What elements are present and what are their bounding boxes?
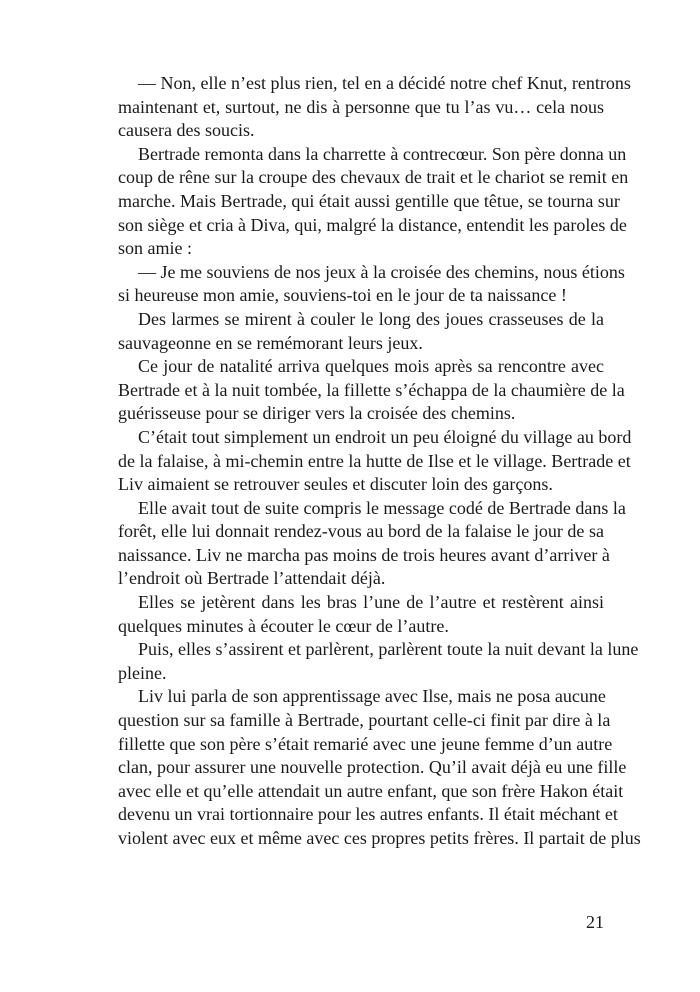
text-line: pleine. <box>118 662 167 683</box>
text-line: question sur sa famille à Bertrade, pourtant celle-ci finit par dire à la <box>118 710 611 731</box>
text-line: de la falaise, à mi-chemin entre la hutte de Ilse et le village. Bertrade et <box>118 450 631 471</box>
text-line: C’était tout simplement un endroit un peu éloigné du village au bord <box>138 426 632 447</box>
paragraph <box>118 261 625 308</box>
text-line: si heureuse mon amie, souviens-toi en le jour de ta naissance ! <box>118 285 567 306</box>
text-line: clan, pour assurer une nouvelle protection. Qu’il avait déjà eu une fille <box>118 757 627 778</box>
text-line: Elles se jetèrent dans les bras l’une de l’autre et restèrent ainsi <box>138 592 604 613</box>
text-line: Bertrade et à la nuit tombée, la fillette s’échappa de la chaumière de la <box>118 379 625 400</box>
text-line: coup de rêne sur la croupe des chevaux de trait et le chariot se remit en <box>118 167 629 188</box>
text-line: forêt, elle lui donnait rendez-vous au bord de la falaise le jour de sa <box>118 521 604 542</box>
text-line: Bertrade remonta dans la charrette à contrecœur. Son père donna un <box>138 143 627 164</box>
text-line: maintenant et, surtout, ne dis à personne que tu l’as vu… cela nous <box>118 96 604 117</box>
text-line: marche. Mais Bertrade, qui était aussi gentille que têtue, se tourna sur <box>118 190 620 211</box>
text-line: Elle avait tout de suite compris le message codé de Bertrade dans la <box>138 497 626 518</box>
paragraph <box>118 497 626 591</box>
text-line: son siège et cria à Diva, qui, malgré la distance, entendit les paroles de <box>118 214 627 235</box>
text-line: sauvageonne en se remémorant leurs jeux. <box>118 332 423 353</box>
text-line: violent avec eux et même avec ces propres petits frères. Il partait de plus <box>118 828 641 848</box>
text-line: causera des soucis. <box>118 120 255 141</box>
paragraph <box>118 143 629 261</box>
paragraph <box>118 591 604 638</box>
text-line: Des larmes se mirent à couler le long des joues crasseuses de la <box>138 308 604 329</box>
paragraph <box>118 355 625 426</box>
body-text <box>118 72 641 851</box>
text-line: — Non, elle n’est plus rien, tel en a décidé notre chef Knut, rentrons <box>138 73 631 93</box>
text-line: — Je me souviens de nos jeux à la croisée des chemins, nous étions <box>138 261 625 282</box>
text-line: devenu un vrai tortionnaire pour les autres enfants. Il était méchant et <box>118 804 618 825</box>
paragraph <box>118 426 632 497</box>
text-line: Ce jour de natalité arriva quelques mois après sa rencontre avec <box>138 356 604 377</box>
text-line: guérisseuse pour se diriger vers la croisée des chemins. <box>118 403 516 424</box>
text-line: avec elle et qu’elle attendait un autre enfant, que son frère Hakon était <box>118 780 624 801</box>
page-number: 21 <box>586 912 604 932</box>
text-line: Liv aimaient se retrouver seules et discuter loin des garçons. <box>118 474 553 495</box>
text-line: son amie : <box>118 238 192 259</box>
text-line: Liv lui parla de son apprentissage avec Ilse, mais ne posa aucune <box>138 686 606 707</box>
text-line: quelques minutes à écouter le cœur de l’autre. <box>118 615 449 636</box>
paragraph <box>118 638 639 685</box>
paragraph <box>118 308 604 355</box>
text-line: fillette que son père s’était remarié avec une jeune femme d’un autre <box>118 733 613 754</box>
paragraph <box>118 72 631 143</box>
text-line: l’endroit où Bertrade l’attendait déjà. <box>118 568 386 589</box>
text-line: Puis, elles s’assirent et parlèrent, parlèrent toute la nuit devant la lune <box>138 639 639 660</box>
paragraph <box>118 685 641 850</box>
text-line: naissance. Liv ne marcha pas moins de trois heures avant d’arriver à <box>118 544 610 565</box>
